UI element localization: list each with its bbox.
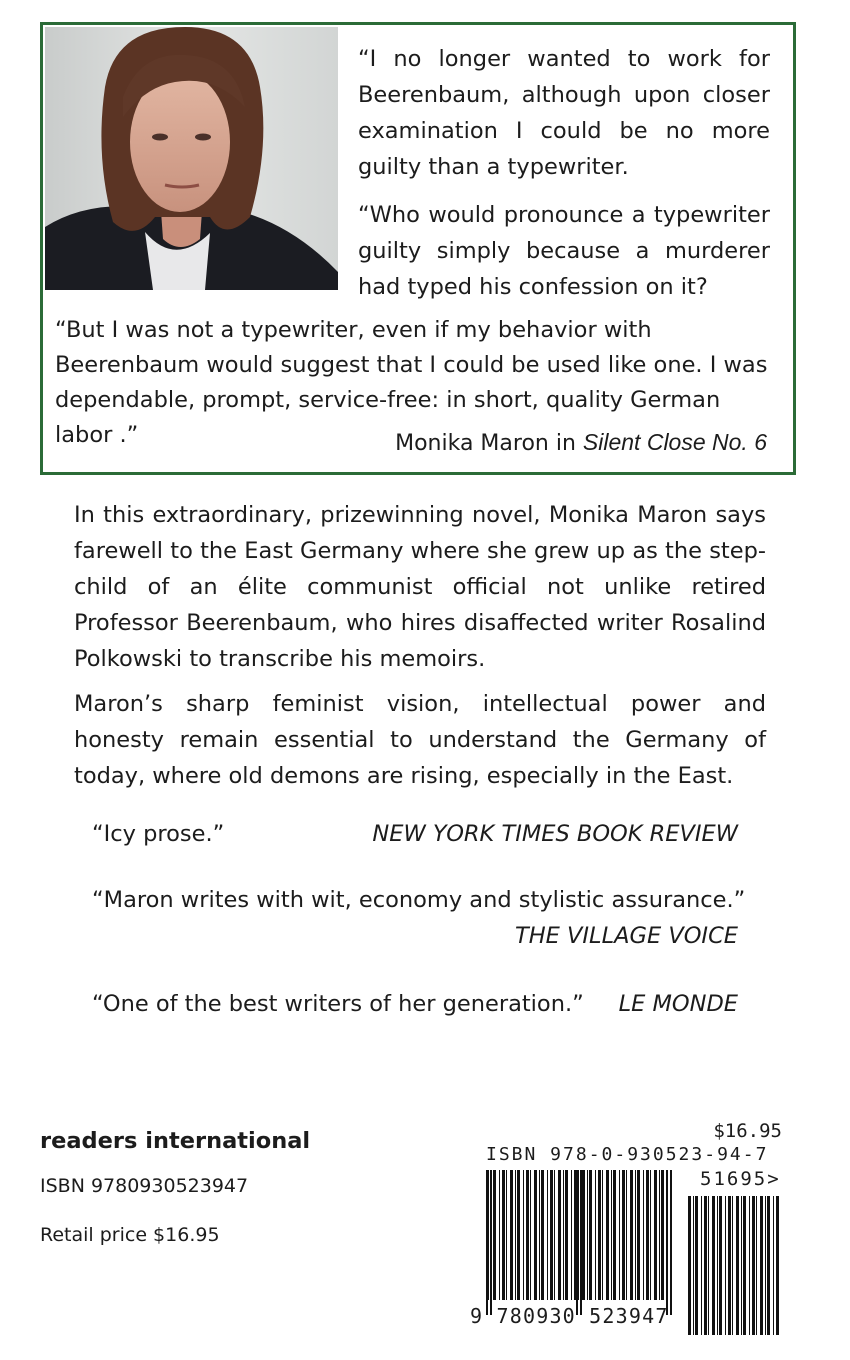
isbn-barcode [470,1120,810,1340]
publisher-name: readers international [40,1128,311,1154]
barcode-price: $16.95 [713,1120,782,1142]
review-source-3: LE MONDE [618,991,738,1017]
review-source-1: NEW YORK TIMES BOOK REVIEW [372,821,738,847]
review-quote-2: “Maron writes with wit, economy and stylistic assurance.” [92,887,746,913]
review-quote-1: “Icy prose.” [92,821,225,847]
description-paragraph-2: Maron’s sharp feminist vision, intellectual power and honesty remain essential to understand the Germany of today, where old demons are rising, especially in the East. [74,691,766,789]
barcode-isbn-text: ISBN 978-0-930523-94-7 [486,1144,769,1165]
review-quote-3: “One of the best writers of her generation.” [92,991,584,1017]
description-paragraph-1: In this extraordinary, prizewinning novel, Monika Maron says farewell to the East Germany where she grew up as the step-child of an élite communist official not unlike retired Professor Beerenbaum, who hires disaffected writer Rosalind Polkowski to transcribe his memoirs. [74,502,766,672]
quote-paragraph-1: “I no longer wanted to work for Beerenbaum, although upon closer examination I could be no more guilty than a typewriter. [358,46,770,180]
publisher-isbn: ISBN 9780930523947 [40,1175,249,1197]
attribution-book-title: Silent Close No. 6 [582,429,767,455]
barcode-addon-digits: 51695> [700,1168,781,1190]
barcode-digits: 9 780930 523947 [470,1304,669,1328]
author-photo [45,27,338,290]
review-source-2: THE VILLAGE VOICE [515,923,738,949]
author-quote-box [40,22,796,475]
quote-paragraph-2: “Who would pronounce a typewriter guilty simply because a murderer had typed his confession on it? [358,202,770,300]
quote-attribution [395,427,767,459]
attribution-author: Monika Maron in [395,431,576,456]
retail-price: Retail price $16.95 [40,1224,220,1246]
quote-paragraph-3: “But I was not a typewriter, even if my behavior with Beerenbaum would suggest that I could be used like one. I was dependable, prompt, service-free: in short, quality German labor .” [55,317,768,448]
